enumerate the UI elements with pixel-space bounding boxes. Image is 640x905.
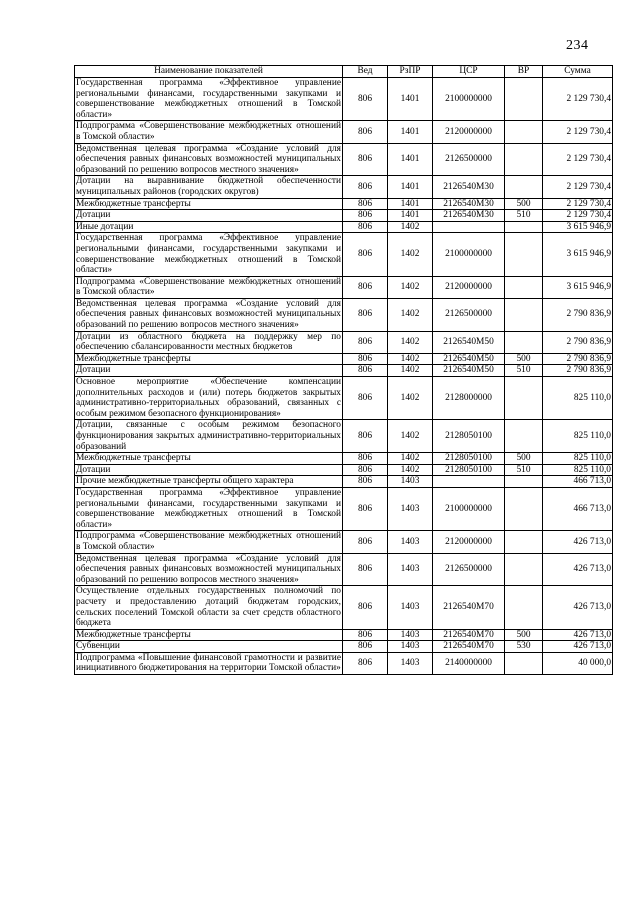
cell-ved: 806 [343,276,388,298]
cell-rzpr: 1402 [388,464,433,476]
cell-csr: 2126540М50 [433,331,505,353]
cell-name: Субвенции [75,641,343,653]
cell-csr: 2126540М70 [433,641,505,653]
cell-ved: 806 [343,487,388,530]
table-row [75,78,613,121]
cell-csr [433,476,505,488]
cell-vr [505,143,543,176]
budget-table [74,65,613,675]
cell-rzpr: 1403 [388,553,433,586]
cell-sum: 426 713,0 [543,641,613,653]
cell-ved: 806 [343,377,388,420]
cell-csr: 2128050100 [433,464,505,476]
cell-vr [505,276,543,298]
cell-sum: 3 615 946,9 [543,233,613,276]
cell-ved: 806 [343,331,388,353]
cell-csr: 2126540М30 [433,210,505,222]
table-row [75,377,613,420]
cell-csr: 2128050100 [433,420,505,453]
cell-rzpr: 1403 [388,531,433,553]
cell-rzpr: 1401 [388,198,433,210]
cell-name: Подпрограмма «Совершенствование межбюджетных отношений в Томской области» [76,276,341,298]
header-sum: Сумма [543,66,613,78]
cell-name: Осуществление отдельных государственных полномочий по расчету и предоставлению дотаций бюджетам городских, сельских поселений Томской области за счет средств областного бюджета [76,586,341,629]
cell-sum: 426 713,0 [543,629,613,641]
header-rzpr: РзПР [388,66,433,78]
cell-ved: 806 [343,629,388,641]
cell-sum: 825 110,0 [543,464,613,476]
cell-ved: 806 [343,420,388,453]
table-row [75,198,613,210]
cell-name: Межбюджетные трансферты [75,453,343,465]
cell-name: Дотации, связанные с особым режимом безопасного функционирования закрытых административно-территориальных образований [76,420,341,452]
cell-sum: 825 110,0 [543,420,613,453]
cell-vr [505,121,543,143]
cell-sum: 2 129 730,4 [543,121,613,143]
cell-ved: 806 [343,78,388,121]
cell-csr: 2140000000 [433,652,505,674]
cell-sum: 2 129 730,4 [543,210,613,222]
cell-vr [505,553,543,586]
cell-csr: 2128000000 [433,377,505,420]
cell-name: Межбюджетные трансферты [75,629,343,641]
cell-name: Государственная программа «Эффективное управление региональными финансами, государственными закупками и совершенствование межбюджетных отношений в Томской области» [76,233,341,276]
cell-rzpr: 1402 [388,331,433,353]
cell-csr: 2126540М70 [433,629,505,641]
table-row [75,331,613,353]
cell-name: Ведомственная целевая программа «Создание условий для обеспечения равных финансовых возможностей муниципальных образований по решению вопросов местного значения» [76,553,341,585]
cell-csr: 2126540М70 [433,586,505,629]
cell-vr [505,487,543,530]
cell-ved: 806 [343,365,388,377]
header-name: Наименование показателей [75,66,343,78]
cell-rzpr: 1402 [388,353,433,365]
cell-rzpr: 1402 [388,420,433,453]
table-header-row [75,66,613,78]
cell-rzpr: 1402 [388,233,433,276]
table-row [75,553,613,586]
cell-name: Межбюджетные трансферты [75,353,343,365]
cell-rzpr: 1403 [388,629,433,641]
cell-sum: 426 713,0 [543,531,613,553]
cell-vr [505,331,543,353]
cell-ved: 806 [343,143,388,176]
cell-vr: 510 [505,210,543,222]
cell-name: Государственная программа «Эффективное управление региональными финансами, государственными закупками и совершенствование межбюджетных отношений в Томской области» [76,487,341,530]
cell-ved: 806 [343,641,388,653]
cell-name: Иные дотации [75,221,343,233]
cell-rzpr: 1402 [388,221,433,233]
cell-rzpr: 1403 [388,487,433,530]
table-body [75,78,613,675]
cell-vr [505,377,543,420]
cell-rzpr: 1401 [388,210,433,222]
cell-ved: 806 [343,453,388,465]
cell-rzpr: 1401 [388,143,433,176]
table-row [75,476,613,488]
cell-sum: 426 713,0 [543,553,613,586]
cell-name: Дотации [75,464,343,476]
header-vr: ВР [505,66,543,78]
cell-ved: 806 [343,476,388,488]
cell-rzpr: 1403 [388,652,433,674]
cell-csr: 2126500000 [433,143,505,176]
cell-ved: 806 [343,198,388,210]
table-row [75,176,613,198]
cell-vr: 530 [505,641,543,653]
cell-vr: 510 [505,365,543,377]
cell-csr: 2128050100 [433,453,505,465]
cell-vr [505,298,543,331]
cell-csr: 2100000000 [433,487,505,530]
cell-ved: 806 [343,652,388,674]
cell-sum: 466 713,0 [543,487,613,530]
cell-ved: 806 [343,553,388,586]
table-row [75,453,613,465]
cell-sum: 466 713,0 [543,476,613,488]
cell-sum: 825 110,0 [543,453,613,465]
cell-name: Подпрограмма «Повышение финансовой грамотности и развитие инициативного бюджетирования на территории Томской области» [76,652,341,674]
cell-csr [433,221,505,233]
cell-rzpr: 1401 [388,121,433,143]
table-row [75,629,613,641]
cell-name: Межбюджетные трансферты [75,198,343,210]
cell-sum: 2 129 730,4 [543,143,613,176]
cell-name: Ведомственная целевая программа «Создание условий для обеспечения равных финансовых возможностей муниципальных образований по решению вопросов местного значения» [76,298,341,331]
cell-vr: 500 [505,453,543,465]
cell-sum: 2 129 730,4 [543,78,613,121]
cell-sum: 3 615 946,9 [543,221,613,233]
cell-name: Дотации [75,365,343,377]
cell-ved: 806 [343,210,388,222]
table-row [75,652,613,674]
cell-vr: 500 [505,629,543,641]
cell-name: Дотации [75,210,343,222]
cell-ved: 806 [343,121,388,143]
cell-name: Прочие межбюджетные трансферты общего характера [75,476,343,488]
cell-vr [505,176,543,198]
table-row [75,365,613,377]
cell-sum: 2 129 730,4 [543,176,613,198]
cell-rzpr: 1402 [388,365,433,377]
cell-sum: 426 713,0 [543,586,613,629]
table-row [75,221,613,233]
header-ved: Вед [343,66,388,78]
table-row [75,487,613,530]
cell-rzpr: 1401 [388,176,433,198]
cell-ved: 806 [343,233,388,276]
cell-vr [505,221,543,233]
cell-sum: 3 615 946,9 [543,276,613,298]
table-row [75,586,613,629]
cell-csr: 2126540М30 [433,198,505,210]
cell-csr: 2126540М50 [433,365,505,377]
cell-csr: 2100000000 [433,78,505,121]
cell-ved: 806 [343,221,388,233]
cell-sum: 2 129 730,4 [543,198,613,210]
cell-rzpr: 1402 [388,453,433,465]
cell-sum: 2 790 836,9 [543,365,613,377]
cell-name: Подпрограмма «Совершенствование межбюджетных отношений в Томской области» [76,531,341,552]
cell-csr: 2120000000 [433,276,505,298]
cell-rzpr: 1403 [388,476,433,488]
table-row [75,464,613,476]
cell-name: Государственная программа «Эффективное управление региональными финансами, государственными закупками и совершенствование межбюджетных отношений в Томской области» [76,78,341,120]
cell-vr [505,420,543,453]
cell-sum: 2 790 836,9 [543,298,613,331]
cell-vr [505,531,543,553]
cell-vr [505,78,543,121]
cell-vr: 510 [505,464,543,476]
cell-vr: 500 [505,198,543,210]
cell-rzpr: 1402 [388,276,433,298]
table-row [75,353,613,365]
cell-rzpr: 1403 [388,641,433,653]
cell-ved: 806 [343,353,388,365]
cell-name: Подпрограмма «Совершенствование межбюджетных отношений в Томской области» [76,121,341,142]
cell-sum: 40 000,0 [543,652,613,674]
page-number: 234 [566,38,589,53]
cell-csr: 2120000000 [433,121,505,143]
header-csr: ЦСР [433,66,505,78]
cell-csr: 2126540М50 [433,353,505,365]
table-row [75,233,613,276]
cell-name: Дотации на выравнивание бюджетной обеспеченности муниципальных районов (городских округов) [76,176,341,197]
cell-vr [505,652,543,674]
cell-vr [505,233,543,276]
cell-ved: 806 [343,464,388,476]
table-row [75,531,613,553]
cell-sum: 825 110,0 [543,377,613,420]
cell-ved: 806 [343,298,388,331]
cell-ved: 806 [343,586,388,629]
table-row [75,298,613,331]
cell-ved: 806 [343,531,388,553]
table-row [75,143,613,176]
cell-vr [505,586,543,629]
cell-csr: 2126540М30 [433,176,505,198]
cell-sum: 2 790 836,9 [543,353,613,365]
cell-name: Основное мероприятие «Обеспечение компенсации дополнительных расходов и (или) потерь бюджетов закрытых административно-территориальных образований, связанных с особым режимом безопасного функционирования» [76,377,341,419]
cell-vr [505,476,543,488]
table-row [75,276,613,298]
cell-rzpr: 1403 [388,586,433,629]
cell-csr: 2126500000 [433,553,505,586]
cell-rzpr: 1402 [388,298,433,331]
cell-name: Дотации из областного бюджета на поддержку мер по обеспечению сбалансированности местных бюджетов [76,331,341,353]
cell-rzpr: 1402 [388,377,433,420]
cell-csr: 2100000000 [433,233,505,276]
cell-ved: 806 [343,176,388,198]
table-row [75,641,613,653]
cell-sum: 2 790 836,9 [543,331,613,353]
table-row [75,210,613,222]
cell-name: Ведомственная целевая программа «Создание условий для обеспечения равных финансовых возможностей муниципальных образований по решению вопросов местного значения» [76,143,341,175]
cell-csr: 2120000000 [433,531,505,553]
cell-rzpr: 1401 [388,78,433,121]
cell-csr: 2126500000 [433,298,505,331]
table-row [75,420,613,453]
table-row [75,121,613,143]
cell-vr: 500 [505,353,543,365]
